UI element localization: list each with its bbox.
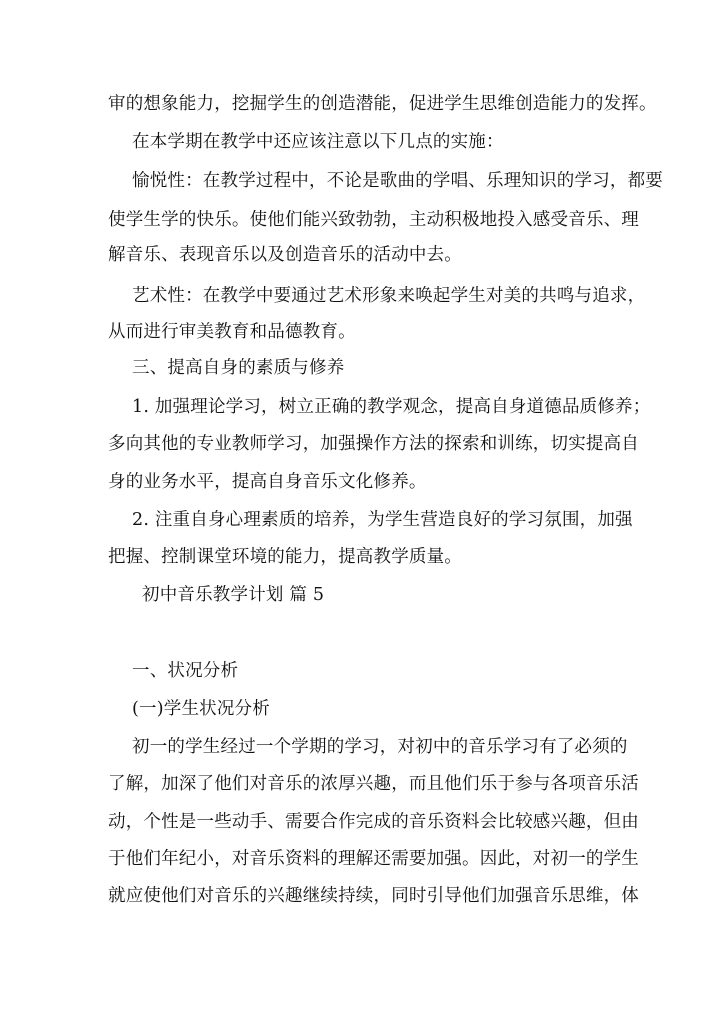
text-line: 使学生学的快乐。使他们能兴致勃勃，主动积极地投入感受音乐、理: [108, 210, 639, 230]
text-line: 了解，加深了他们对音乐的浓厚兴趣，而且他们乐于参与各项音乐活: [108, 774, 639, 794]
text-line: 1. 加强理论学习，树立正确的教学观念，提高自身道德品质修养；: [132, 397, 651, 417]
section-heading: 一、状况分析: [132, 661, 239, 681]
text-line: 从而进行审美教育和品德教育。: [108, 322, 356, 342]
text-line: 艺术性：在教学中要通过艺术形象来唤起学生对美的共鸣与追求，: [132, 286, 646, 306]
article-title: 初中音乐教学计划 篇 5: [142, 585, 325, 605]
text-line: 解音乐、表现音乐以及创造音乐的活动中去。: [108, 245, 462, 265]
text-line: 愉悦性：在教学过程中，不论是歌曲的学唱、乐理知识的学习，都要: [132, 171, 663, 191]
section-heading: 三、提高自身的素质与修养: [132, 358, 345, 378]
text-line: 动，个性是一些动手、需要合作完成的音乐资料会比较感兴趣，但由: [108, 812, 639, 832]
text-line: 身的业务水平，提高自身音乐文化修养。: [108, 472, 427, 492]
text-line: 在本学期在教学中还应该注意以下几点的实施：: [132, 132, 504, 152]
text-line: 把握、控制课堂环境的能力，提高教学质量。: [108, 547, 462, 567]
text-line: 于他们年纪小，对音乐资料的理解还需要加强。因此，对初一的学生: [108, 849, 639, 869]
text-line: 多向其他的专业教师学习，加强操作方法的探索和训练，切实提高自: [108, 434, 639, 454]
text-line: 2. 注重自身心理素质的培养，为学生营造良好的学习氛围，加强: [132, 510, 633, 530]
text-line: 审的想象能力，挖掘学生的创造潜能，促进学生思维创造能力的发挥。: [108, 94, 657, 114]
text-line: 就应使他们对音乐的兴趣继续持续，同时引导他们加强音乐思维，体: [108, 886, 639, 906]
subsection-heading: (一)学生状况分析: [132, 699, 270, 719]
text-line: 初一的学生经过一个学期的学习，对初中的音乐学习有了必须的: [132, 737, 628, 757]
